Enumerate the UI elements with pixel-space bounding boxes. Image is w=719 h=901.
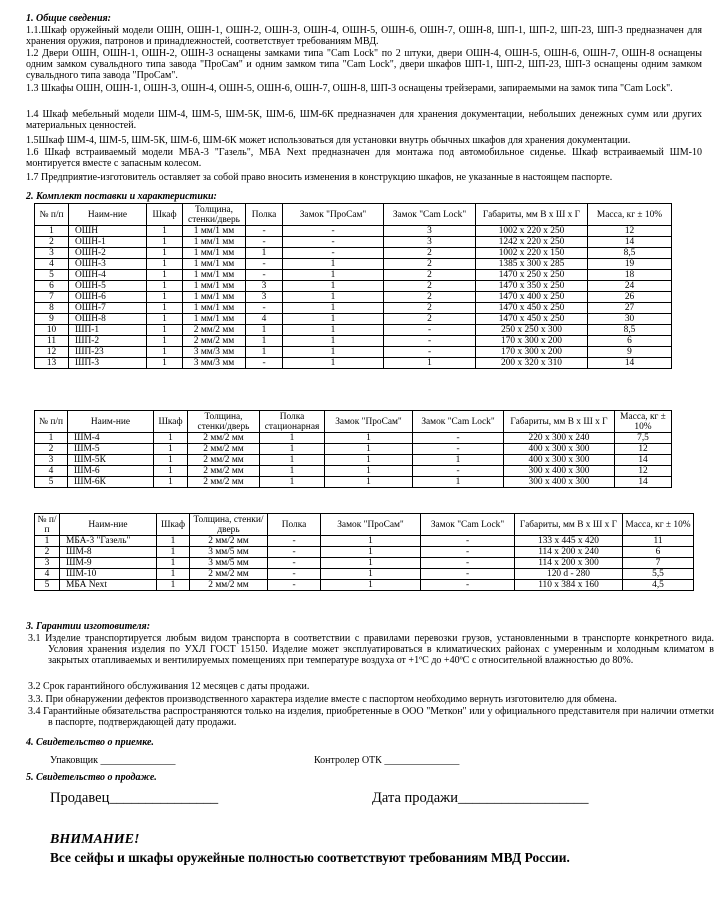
cell-camlock: 2 xyxy=(384,270,476,281)
cell-mass: 6 xyxy=(588,336,672,347)
cell-prosam-lock: 1 xyxy=(321,536,421,547)
cell-dimensions: 120 d - 280 xyxy=(515,569,623,580)
cell-cabinet: 1 xyxy=(157,547,190,558)
cell-camlock: 2 xyxy=(384,292,476,303)
cell-mass: 14 xyxy=(615,477,672,488)
cell-cabinet: 1 xyxy=(154,466,188,477)
table-row xyxy=(35,281,672,292)
col-header-name: Наим-ние xyxy=(68,411,154,433)
cell-mass: 12 xyxy=(588,226,672,237)
col-header-camlock: Замок "Cam Lock" xyxy=(384,204,476,226)
cell-number: 3 xyxy=(35,558,60,569)
cell-number: 8 xyxy=(35,303,69,314)
cell-mass: 24 xyxy=(588,281,672,292)
cell-mass: 8,5 xyxy=(588,248,672,259)
cell-cabinet: 1 xyxy=(147,270,183,281)
cell-dimensions: 1385 x 300 x 285 xyxy=(476,259,588,270)
cell-name: ОШН xyxy=(69,226,147,237)
cell-number: 10 xyxy=(35,325,69,336)
cell-camlock: - xyxy=(421,569,515,580)
cell-number: 4 xyxy=(35,466,68,477)
cell-mass: 14 xyxy=(588,237,672,248)
cell-name: ШП-3 xyxy=(69,358,147,369)
cell-camlock: - xyxy=(384,336,476,347)
cell-dimensions: 300 x 400 x 300 xyxy=(504,477,615,488)
cell-number: 6 xyxy=(35,281,69,292)
cell-cabinet: 1 xyxy=(147,303,183,314)
cell-thickness: 2 мм/2 мм xyxy=(183,336,246,347)
cell-prosam-lock: 1 xyxy=(283,314,384,325)
cell-name: ШМ-8 xyxy=(60,547,157,558)
cell-dimensions: 1002 x 220 x 150 xyxy=(476,248,588,259)
table-row xyxy=(35,314,672,325)
col-header-dimensions: Габариты, мм В х Ш х Г xyxy=(515,514,623,536)
cell-shelf: 1 xyxy=(260,477,325,488)
cell-mass: 27 xyxy=(588,303,672,314)
cell-thickness: 1 мм/1 мм xyxy=(183,226,246,237)
cell-dimensions: 114 x 200 x 300 xyxy=(515,558,623,569)
cell-mass: 6 xyxy=(623,547,694,558)
table-row xyxy=(35,270,672,281)
cell-cabinet: 1 xyxy=(147,325,183,336)
cell-prosam-lock: - xyxy=(283,237,384,248)
cell-thickness: 2 мм/2 мм xyxy=(190,536,268,547)
cell-thickness: 1 мм/1 мм xyxy=(183,237,246,248)
cell-thickness: 2 мм/2 мм xyxy=(188,477,260,488)
cell-dimensions: 1470 x 350 x 250 xyxy=(476,281,588,292)
general-item-1-3: 1.3 Шкафы ОШН, ОШН-1, ОШН-3, ОШН-4, ОШН-5, ОШН-6, ОШН-7, ОШН-8, ШП-3 оснащены трейзерами, запираемыми на замок типа "Cam Lock". xyxy=(26,83,673,94)
table-row xyxy=(35,569,694,580)
cell-camlock: 2 xyxy=(384,314,476,325)
cell-dimensions: 400 x 300 x 300 xyxy=(504,455,615,466)
cell-shelf: - xyxy=(268,558,321,569)
cell-prosam-lock: 1 xyxy=(283,281,384,292)
general-item-1-5: 1.5Шкаф ШМ-4, ШМ-5, ШМ-5К, ШМ-6, ШМ-6К может использоваться для установки внутрь обычных шкафов для хранения документации. xyxy=(26,135,631,146)
cell-dimensions: 110 x 384 x 160 xyxy=(515,580,623,591)
cell-camlock: 2 xyxy=(384,281,476,292)
cell-prosam-lock: 1 xyxy=(325,455,413,466)
cell-thickness: 3 мм/5 мм xyxy=(190,558,268,569)
warranty-item-3-2: 3.2 Срок гарантийного обслуживания 12 месяцев с даты продажи. xyxy=(28,681,310,692)
cell-shelf: 1 xyxy=(260,466,325,477)
col-header-mass: Масса, кг ± 10% xyxy=(623,514,694,536)
cell-prosam-lock: 1 xyxy=(283,292,384,303)
table-row xyxy=(35,248,672,259)
cell-cabinet: 1 xyxy=(154,477,188,488)
col-header-prosam-lock: Замок "ПроСам" xyxy=(283,204,384,226)
table-row xyxy=(35,580,694,591)
cell-name: ШМ-4 xyxy=(68,433,154,444)
cell-shelf: 1 xyxy=(260,444,325,455)
col-header-mass: Масса, кг ± 10% xyxy=(588,204,672,226)
table-row xyxy=(35,336,672,347)
cell-name: ОШН-8 xyxy=(69,314,147,325)
table-row xyxy=(35,547,694,558)
cell-shelf: 1 xyxy=(246,336,283,347)
cell-mass: 7,5 xyxy=(615,433,672,444)
cell-dimensions: 1002 x 220 x 250 xyxy=(476,226,588,237)
section-kit-title: 2. Комплект поставки и характеристики: xyxy=(26,191,217,202)
cell-shelf: - xyxy=(246,226,283,237)
cell-cabinet: 1 xyxy=(147,281,183,292)
cell-dimensions: 200 x 320 x 310 xyxy=(476,358,588,369)
cell-shelf: - xyxy=(268,569,321,580)
packer-signature-line: Упаковщик _______________ xyxy=(50,755,176,766)
cell-mass: 9 xyxy=(588,347,672,358)
controller-signature-line: Контролер ОТК _______________ xyxy=(314,755,460,766)
cell-prosam-lock: 1 xyxy=(283,358,384,369)
cell-cabinet: 1 xyxy=(157,569,190,580)
table-row xyxy=(35,466,672,477)
cell-number: 1 xyxy=(35,433,68,444)
cell-name: ШП-2 xyxy=(69,336,147,347)
cell-cabinet: 1 xyxy=(154,433,188,444)
col-header-camlock: Замок "Cam Lock" xyxy=(421,514,515,536)
cell-prosam-lock: 1 xyxy=(283,325,384,336)
cell-number: 2 xyxy=(35,444,68,455)
table-header-row xyxy=(35,514,694,536)
cell-prosam-lock: 1 xyxy=(325,444,413,455)
cell-prosam-lock: 1 xyxy=(321,547,421,558)
warranty-item-3-1: 3.1 Изделие транспортируется любым видом транспорта в соответствии с правилами перевозки грузов, установленными в транспорте конкретного вида. Условия хранения изделия по УХЛ ГОСТ 15150. Изделие может эксплуатироваться в климатических районах с умеренным и холодным климатом в закрытых отапливаемых и вентилируемых помещениях при температуре воздуха от +1ºС до +40ºС с относительной влажностью до 80%. xyxy=(28,633,714,667)
warranty-item-3-4: 3.4 Гарантийные обязательства распространяются только на изделия, приобретенные в ООО "Меткон" или у официального представителя при наличии отметки в паспорте, подтверждающей дату продажи. xyxy=(28,706,714,729)
cell-name: МБА Next xyxy=(60,580,157,591)
cell-cabinet: 1 xyxy=(147,314,183,325)
table-row xyxy=(35,477,672,488)
cell-name: ШМ-9 xyxy=(60,558,157,569)
cell-name: ОШН-2 xyxy=(69,248,147,259)
table-row xyxy=(35,325,672,336)
cell-cabinet: 1 xyxy=(154,444,188,455)
cell-camlock: - xyxy=(384,347,476,358)
warranty-item-3-3: 3.3. При обнаружении дефектов производственного характера изделие вместе с паспортом необходимо вернуть изготовителю для обмена. xyxy=(28,694,617,705)
cell-name: МБА-3 "Газель" xyxy=(60,536,157,547)
cell-prosam-lock: 1 xyxy=(283,270,384,281)
col-header-dimensions: Габариты, мм В х Ш х Г xyxy=(504,411,615,433)
cell-thickness: 3 мм/3 мм xyxy=(183,358,246,369)
cell-cabinet: 1 xyxy=(147,347,183,358)
col-header-thickness: Толщина, стенки/дверь xyxy=(188,411,260,433)
cell-number: 2 xyxy=(35,237,69,248)
cell-camlock: 1 xyxy=(384,358,476,369)
cell-number: 12 xyxy=(35,347,69,358)
cell-number: 7 xyxy=(35,292,69,303)
cell-thickness: 1 мм/1 мм xyxy=(183,259,246,270)
col-header-number: № п/п xyxy=(35,411,68,433)
cell-camlock: 2 xyxy=(384,259,476,270)
cell-shelf: - xyxy=(268,547,321,558)
cell-cabinet: 1 xyxy=(147,336,183,347)
cell-cabinet: 1 xyxy=(147,226,183,237)
cell-dimensions: 170 x 300 x 200 xyxy=(476,347,588,358)
cell-thickness: 2 мм/2 мм xyxy=(188,455,260,466)
cell-dimensions: 1470 x 250 x 250 xyxy=(476,270,588,281)
cell-number: 1 xyxy=(35,226,69,237)
col-header-fixed-shelf: Полка стационарная xyxy=(260,411,325,433)
cell-dimensions: 1242 x 220 x 250 xyxy=(476,237,588,248)
cell-cabinet: 1 xyxy=(147,259,183,270)
cell-prosam-lock: 1 xyxy=(325,477,413,488)
cell-name: ШМ-5К xyxy=(68,455,154,466)
col-header-prosam-lock: Замок "ПроСам" xyxy=(325,411,413,433)
cell-thickness: 1 мм/1 мм xyxy=(183,281,246,292)
cell-mass: 26 xyxy=(588,292,672,303)
firearm-cabinets-table xyxy=(34,203,672,369)
cell-camlock: - xyxy=(421,580,515,591)
section-general-title: 1. Общие сведения: xyxy=(26,13,112,24)
cell-shelf: - xyxy=(268,536,321,547)
warning-text: Все сейфы и шкафы оружейные полностью соответствуют требованиям МВД России. xyxy=(50,850,570,865)
general-item-1-4: 1.4 Шкаф мебельный модели ШМ-4, ШМ-5, ШМ-5К, ШМ-6, ШМ-6К предназначен для хранения документации, небольших денежных сумм или других материальных ценностей. xyxy=(26,109,702,132)
col-header-name: Наим-ние xyxy=(60,514,157,536)
cell-mass: 7 xyxy=(623,558,694,569)
cell-cabinet: 1 xyxy=(154,455,188,466)
col-header-prosam-lock: Замок "ПроСам" xyxy=(321,514,421,536)
table-row xyxy=(35,358,672,369)
cell-thickness: 2 мм/2 мм xyxy=(183,325,246,336)
cell-name: ШП-23 xyxy=(69,347,147,358)
table-row xyxy=(35,347,672,358)
cell-thickness: 1 мм/1 мм xyxy=(183,292,246,303)
cell-name: ОШН-5 xyxy=(69,281,147,292)
cell-camlock: 3 xyxy=(384,237,476,248)
cell-shelf: - xyxy=(268,580,321,591)
cell-thickness: 1 мм/1 мм xyxy=(183,248,246,259)
cell-mass: 4,5 xyxy=(623,580,694,591)
cell-camlock: - xyxy=(413,466,504,477)
cell-thickness: 2 мм/2 мм xyxy=(188,444,260,455)
cell-thickness: 2 мм/2 мм xyxy=(188,433,260,444)
cell-number: 5 xyxy=(35,270,69,281)
cell-thickness: 2 мм/2 мм xyxy=(190,580,268,591)
cell-thickness: 2 мм/2 мм xyxy=(188,466,260,477)
table-row xyxy=(35,455,672,466)
col-header-shelf: Полка xyxy=(268,514,321,536)
cell-prosam-lock: 1 xyxy=(325,466,413,477)
cell-camlock: 3 xyxy=(384,226,476,237)
table-row xyxy=(35,558,694,569)
cell-shelf: - xyxy=(246,237,283,248)
cell-cabinet: 1 xyxy=(157,580,190,591)
col-header-thickness: Толщина, стенки/дверь xyxy=(190,514,268,536)
cell-name: ОШН-6 xyxy=(69,292,147,303)
table-header-row xyxy=(35,204,672,226)
cell-number: 11 xyxy=(35,336,69,347)
cell-thickness: 1 мм/1 мм xyxy=(183,314,246,325)
table-row xyxy=(35,292,672,303)
cell-shelf: 1 xyxy=(260,455,325,466)
cell-prosam-lock: - xyxy=(283,248,384,259)
cell-shelf: - xyxy=(246,270,283,281)
cell-dimensions: 1470 x 450 x 250 xyxy=(476,303,588,314)
table-row xyxy=(35,536,694,547)
cell-prosam-lock: 1 xyxy=(325,433,413,444)
cell-number: 5 xyxy=(35,580,60,591)
cell-camlock: 1 xyxy=(413,477,504,488)
cell-thickness: 2 мм/2 мм xyxy=(190,569,268,580)
section-sale-title: 5. Свидетельство о продаже. xyxy=(26,772,157,783)
cell-name: ШМ-5 xyxy=(68,444,154,455)
cell-shelf: 3 xyxy=(246,292,283,303)
cell-name: ОШН-4 xyxy=(69,270,147,281)
col-header-shelf: Полка xyxy=(246,204,283,226)
cell-mass: 5,5 xyxy=(623,569,694,580)
general-item-1-6: 1.6 Шкаф встраиваемый модели МБА-3 "Газель", МБА Next предназначен для монтажа под автомобильное сиденье. Шкаф встраиваемый ШМ-10 монтируется вместе с запасным колесом. xyxy=(26,147,702,170)
cell-number: 2 xyxy=(35,547,60,558)
cell-cabinet: 1 xyxy=(147,358,183,369)
cell-camlock: 2 xyxy=(384,248,476,259)
table-row xyxy=(35,444,672,455)
cell-camlock: - xyxy=(384,325,476,336)
cell-number: 5 xyxy=(35,477,68,488)
cell-shelf: - xyxy=(246,303,283,314)
cell-number: 3 xyxy=(35,455,68,466)
table-row xyxy=(35,433,672,444)
cell-prosam-lock: 1 xyxy=(321,580,421,591)
cell-camlock: - xyxy=(413,444,504,455)
cell-mass: 14 xyxy=(615,455,672,466)
cell-dimensions: 114 x 200 x 240 xyxy=(515,547,623,558)
cell-number: 9 xyxy=(35,314,69,325)
cell-camlock: 1 xyxy=(413,455,504,466)
cell-mass: 12 xyxy=(615,466,672,477)
cell-number: 4 xyxy=(35,569,60,580)
cell-dimensions: 170 x 300 x 200 xyxy=(476,336,588,347)
cell-mass: 8,5 xyxy=(588,325,672,336)
cell-dimensions: 1470 x 400 x 250 xyxy=(476,292,588,303)
col-header-cabinet: Шкаф xyxy=(154,411,188,433)
col-header-cabinet: Шкаф xyxy=(147,204,183,226)
vehicle-cabinets-table xyxy=(34,513,694,591)
cell-name: ОШН-1 xyxy=(69,237,147,248)
cell-cabinet: 1 xyxy=(157,536,190,547)
col-header-number: № п/п xyxy=(35,514,60,536)
general-item-1-7: 1.7 Предприятие-изготовитель оставляет за собой право вносить изменения в конструкцию шкафов, не указанные в настоящем паспорте. xyxy=(26,172,613,183)
cell-cabinet: 1 xyxy=(157,558,190,569)
cell-shelf: - xyxy=(246,259,283,270)
cell-prosam-lock: 1 xyxy=(283,259,384,270)
cell-number: 3 xyxy=(35,248,69,259)
cell-dimensions: 133 x 445 x 420 xyxy=(515,536,623,547)
cell-shelf: 4 xyxy=(246,314,283,325)
cell-camlock: - xyxy=(421,558,515,569)
cell-shelf: 1 xyxy=(260,433,325,444)
cell-name: ОШН-7 xyxy=(69,303,147,314)
furniture-cabinets-table xyxy=(34,410,672,488)
cell-name: ШМ-6 xyxy=(68,466,154,477)
cell-mass: 14 xyxy=(588,358,672,369)
general-item-1-1: 1.1.Шкаф оружейный модели ОШН, ОШН-1, ОШН-2, ОШН-3, ОШН-4, ОШН-5, ОШН-6, ОШН-7, ОШН-8, ШП-1, ШП-2, ШП-23, ШП-3 предназначен для хранения оружия, патронов и принадлежностей, соответствует требованиям МВД. xyxy=(26,25,702,48)
cell-name: ШМ-6К xyxy=(68,477,154,488)
cell-cabinet: 1 xyxy=(147,237,183,248)
table-row xyxy=(35,226,672,237)
table-row xyxy=(35,237,672,248)
cell-mass: 30 xyxy=(588,314,672,325)
cell-dimensions: 250 x 250 x 300 xyxy=(476,325,588,336)
col-header-cabinet: Шкаф xyxy=(157,514,190,536)
col-header-dimensions: Габариты, мм В х Ш х Г xyxy=(476,204,588,226)
col-header-camlock: Замок "Cam Lock" xyxy=(413,411,504,433)
cell-name: ШМ-10 xyxy=(60,569,157,580)
cell-shelf: 1 xyxy=(246,347,283,358)
cell-camlock: - xyxy=(421,536,515,547)
sale-date-line: Дата продажи__________________ xyxy=(372,790,589,806)
cell-prosam-lock: 1 xyxy=(283,347,384,358)
cell-dimensions: 400 x 300 x 300 xyxy=(504,444,615,455)
cell-mass: 18 xyxy=(588,270,672,281)
cell-cabinet: 1 xyxy=(147,292,183,303)
cell-prosam-lock: 1 xyxy=(283,336,384,347)
cell-prosam-lock: 1 xyxy=(321,569,421,580)
cell-dimensions: 220 x 300 x 240 xyxy=(504,433,615,444)
cell-camlock: - xyxy=(421,547,515,558)
col-header-name: Наим-ние xyxy=(69,204,147,226)
cell-name: ШП-1 xyxy=(69,325,147,336)
col-header-thickness: Толщина, стенки/дверь xyxy=(183,204,246,226)
section-warranty-title: 3. Гарантии изготовителя: xyxy=(26,621,151,632)
col-header-mass: Масса, кг ± 10% xyxy=(615,411,672,433)
cell-camlock: 2 xyxy=(384,303,476,314)
cell-dimensions: 1470 x 450 x 250 xyxy=(476,314,588,325)
cell-shelf: 3 xyxy=(246,281,283,292)
cell-thickness: 1 мм/1 мм xyxy=(183,270,246,281)
cell-thickness: 3 мм/3 мм xyxy=(183,347,246,358)
warning-title: ВНИМАНИЕ! xyxy=(50,832,140,847)
cell-mass: 19 xyxy=(588,259,672,270)
cell-number: 13 xyxy=(35,358,69,369)
cell-prosam-lock: 1 xyxy=(283,303,384,314)
cell-number: 1 xyxy=(35,536,60,547)
col-header-number: № п/п xyxy=(35,204,69,226)
section-acceptance-title: 4. Свидетельство о приемке. xyxy=(26,737,154,748)
cell-mass: 11 xyxy=(623,536,694,547)
cell-camlock: - xyxy=(413,433,504,444)
cell-thickness: 3 мм/5 мм xyxy=(190,547,268,558)
cell-prosam-lock: - xyxy=(283,226,384,237)
cell-thickness: 1 мм/1 мм xyxy=(183,303,246,314)
table-row xyxy=(35,303,672,314)
cell-dimensions: 300 x 400 x 300 xyxy=(504,466,615,477)
cell-number: 4 xyxy=(35,259,69,270)
cell-name: ОШН-3 xyxy=(69,259,147,270)
cell-shelf: - xyxy=(246,358,283,369)
cell-cabinet: 1 xyxy=(147,248,183,259)
cell-shelf: 1 xyxy=(246,248,283,259)
seller-signature-line: Продавец_______________ xyxy=(50,790,219,806)
cell-shelf: 1 xyxy=(246,325,283,336)
general-item-1-2: 1.2 Двери ОШН, ОШН-1, ОШН-2, ОШН-3 оснащены замками типа "Cam Lock" по 2 штуки, двери ОШН-4, ОШН-5, ОШН-6, ОШН-7, ОШН-8 оснащены одним замком сувальдного типа завода "ПроСам" и одним замком типа "Cam Lock", двери шкафов ШП-1, ШП-2, ШП-23, ШП-3 оснащены одним замком сувальдного типа завода "ПроСам". xyxy=(26,48,702,82)
cell-prosam-lock: 1 xyxy=(321,558,421,569)
cell-mass: 12 xyxy=(615,444,672,455)
table-row xyxy=(35,259,672,270)
table-header-row xyxy=(35,411,672,433)
